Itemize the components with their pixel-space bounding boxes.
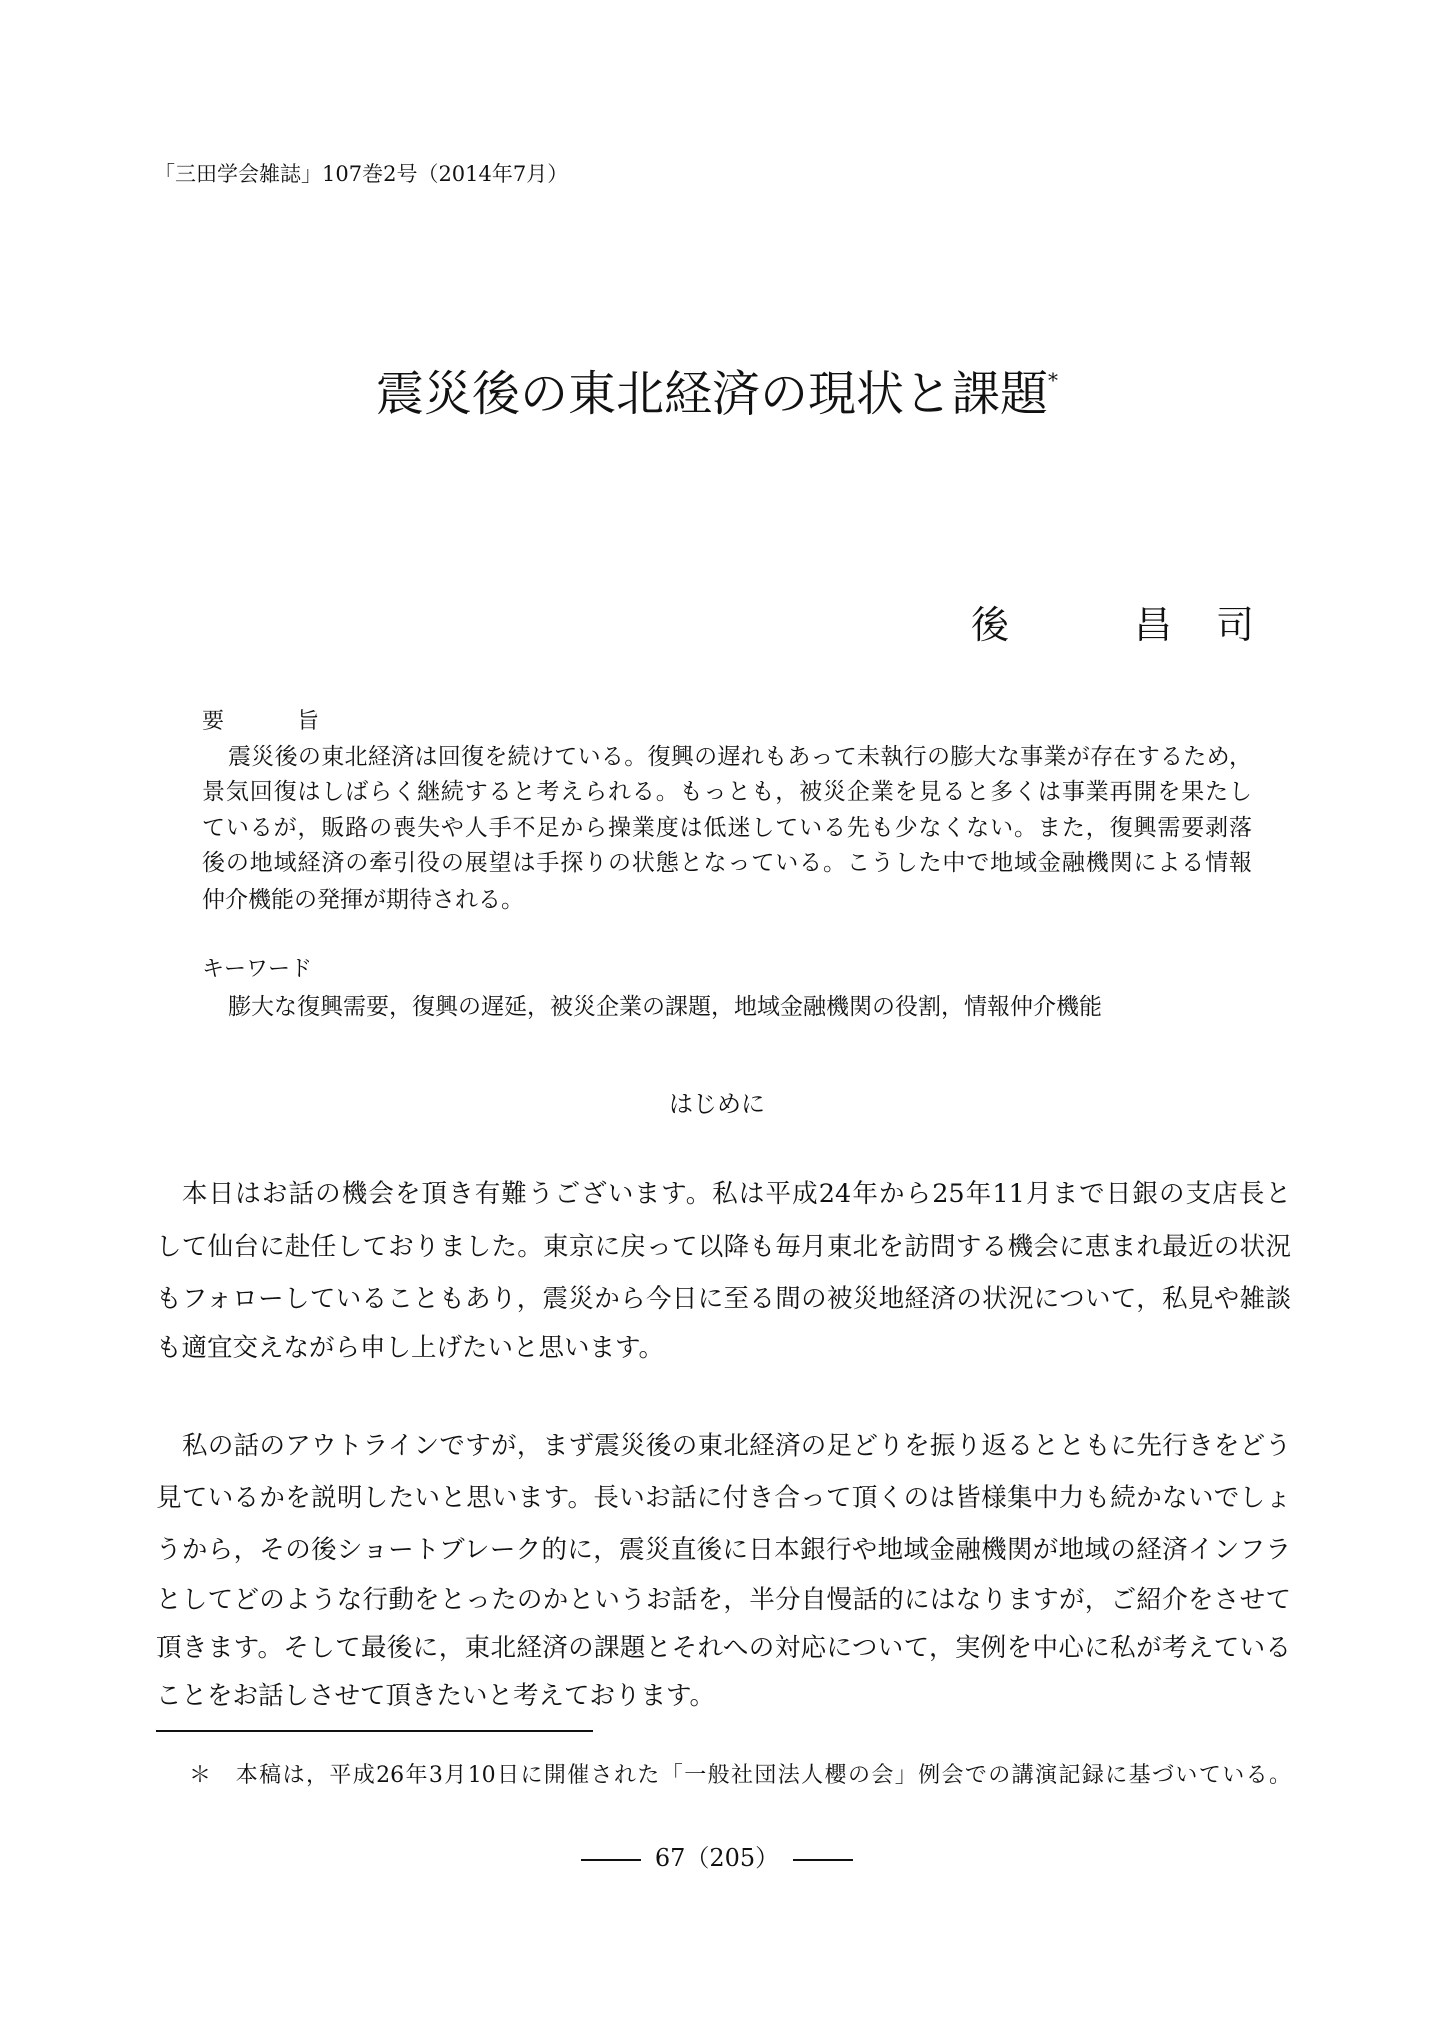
abstract-line: 後の地域経済の牽引役の展望は手探りの状態となっている。こうした中で地域金融機関による情報 (202, 850, 1252, 876)
abstract-line: 震災後の東北経済は回復を続けている。復興の遅れもあって未執行の膨大な事業が存在するため， (228, 744, 1252, 770)
body-line: して仙台に赴任しておりました。東京に戻って以降も毎月東北を訪問する機会に恵まれ最近の状況 (156, 1232, 1291, 1262)
page-number-text: 67（205） (654, 1844, 780, 1872)
journal-header: 「三田学会雑誌」107巻2号（2014年7月） (154, 162, 569, 186)
keywords-text: 膨大な復興需要，復興の遅延，被災企業の課題，地域金融機関の役割，情報仲介機能 (228, 994, 1102, 1020)
abstract-heading-2: 旨 (297, 709, 320, 734)
abstract-line: 景気回復はしばらく継続すると考えられる。もっとも，被災企業を見ると多くは事業再開を果たし (202, 779, 1252, 805)
body-line: もフォローしていることもあり，震災から今日に至る間の被災地経済の状況について，私見や雑談 (156, 1284, 1291, 1314)
body-line: としてどのような行動をとったのかというお話を，半分自慢話的にはなりますが，ご紹介をさせて (156, 1585, 1291, 1615)
author-name-3: 司 (1216, 603, 1255, 647)
footnote-divider (156, 1730, 593, 1732)
abstract-line: 仲介機能の発揮が期待される。 (202, 887, 524, 913)
section-title: はじめに (669, 1090, 765, 1118)
title-text: 震災後の東北経済の現状と課題 (375, 366, 1048, 422)
footnote: ＊ 本稿は，平成26年3月10日に開催された「一般社団法人櫻の会」例会での講演記録に基づいている。 (189, 1763, 1291, 1788)
keywords-heading: キーワード (202, 957, 313, 982)
abstract-line: ているが，販路の喪失や人手不足から操業度は低迷している先も少なくない。また，復興需要剥落 (202, 815, 1253, 841)
body-line: ことをお話しさせて頂きたいと考えております。 (156, 1681, 715, 1711)
body-line: うから，その後ショートブレーク的に，震災直後に日本銀行や地域金融機関が地域の経済インフラ (156, 1535, 1291, 1565)
body-line: 本日はお話の機会を頂き有難うございます。私は平成24年から25年11月まで日銀の支店長と (182, 1179, 1291, 1209)
title-footnote-mark: * (1048, 368, 1058, 392)
body-line: 私の話のアウトラインですが，まず震災後の東北経済の足どりを振り返るとともに先行きをどう (182, 1431, 1291, 1461)
author-name-2: 昌 (1134, 603, 1173, 647)
author-name-1: 後 (971, 603, 1010, 647)
page-number (0, 1846, 1434, 1870)
body-line: 見ているかを説明したいと思います。長いお話に付き合って頂くのは皆様集中力も続かないでしょ (156, 1483, 1291, 1513)
article-title (0, 366, 1434, 422)
abstract-heading-1: 要 (202, 709, 225, 734)
body-line: 頂きます。そして最後に，東北経済の課題とそれへの対応について，実例を中心に私が考えている (156, 1633, 1291, 1663)
dash-right (793, 1859, 853, 1861)
dash-left (581, 1859, 641, 1861)
body-line: も適宜交えながら申し上げたいと思います。 (156, 1333, 664, 1363)
